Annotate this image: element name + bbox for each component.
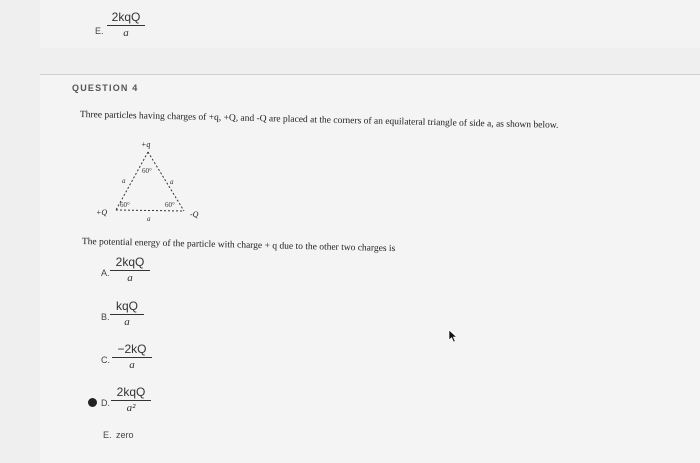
option-d-numerator: 2kqQ bbox=[116, 385, 146, 399]
option-d-fraction[interactable] bbox=[111, 385, 151, 415]
left-angle-label: 60° bbox=[120, 201, 130, 209]
left-side-label: a bbox=[122, 177, 126, 185]
option-b-fraction[interactable] bbox=[110, 299, 144, 329]
question-stem: Three particles having charges of +q, +Q, and -Q are placed at the corners of an equilateral triangle of side a, as shown below. bbox=[79, 110, 559, 131]
option-b-numerator: kqQ bbox=[115, 299, 138, 313]
option-d-denominator: a² bbox=[126, 402, 136, 414]
previous-option-e-denominator: a bbox=[123, 27, 129, 39]
option-c-numerator: −2kQ bbox=[117, 342, 147, 356]
fraction-bar bbox=[112, 357, 152, 358]
right-charge-label: -Q bbox=[190, 210, 199, 219]
option-c-fraction[interactable] bbox=[112, 342, 152, 372]
question-prompt: The potential energy of the particle with charge + q due to the other two charges is bbox=[81, 237, 396, 255]
option-a-denominator: a bbox=[127, 272, 133, 284]
right-side-label: a bbox=[170, 178, 174, 186]
previous-option-e-numerator: 2kqQ bbox=[111, 10, 141, 24]
option-a-numerator: 2kqQ bbox=[115, 255, 145, 269]
mouse-pointer-icon bbox=[448, 329, 458, 343]
top-angle-label: 60° bbox=[142, 167, 152, 175]
question-label: QUESTION 4 bbox=[72, 83, 139, 93]
option-b-letter: B. bbox=[101, 312, 110, 322]
equilateral-triangle-figure bbox=[88, 135, 218, 235]
right-angle-label: 60° bbox=[165, 201, 175, 209]
option-c-denominator: a bbox=[129, 359, 135, 371]
previous-option-e-letter: E. bbox=[95, 26, 104, 36]
option-a-letter: A. bbox=[101, 268, 110, 278]
left-charge-label: +Q bbox=[96, 208, 108, 217]
top-charge-label: +q bbox=[141, 140, 151, 149]
fraction-bar bbox=[107, 25, 145, 26]
previous-question-card bbox=[40, 0, 700, 48]
option-e-text[interactable]: zero bbox=[116, 430, 134, 440]
option-c-letter: C. bbox=[101, 355, 110, 365]
fraction-bar bbox=[110, 270, 150, 271]
option-d-radio[interactable] bbox=[88, 398, 97, 407]
option-b-denominator: a bbox=[124, 316, 130, 328]
fraction-bar bbox=[110, 314, 144, 315]
fraction-bar bbox=[111, 400, 151, 401]
option-a-fraction[interactable] bbox=[110, 255, 150, 285]
bottom-side-label: a bbox=[147, 215, 151, 223]
previous-option-e-fraction[interactable] bbox=[107, 10, 145, 40]
option-d-letter: D. bbox=[101, 398, 110, 408]
option-e-letter: E. bbox=[103, 430, 112, 440]
